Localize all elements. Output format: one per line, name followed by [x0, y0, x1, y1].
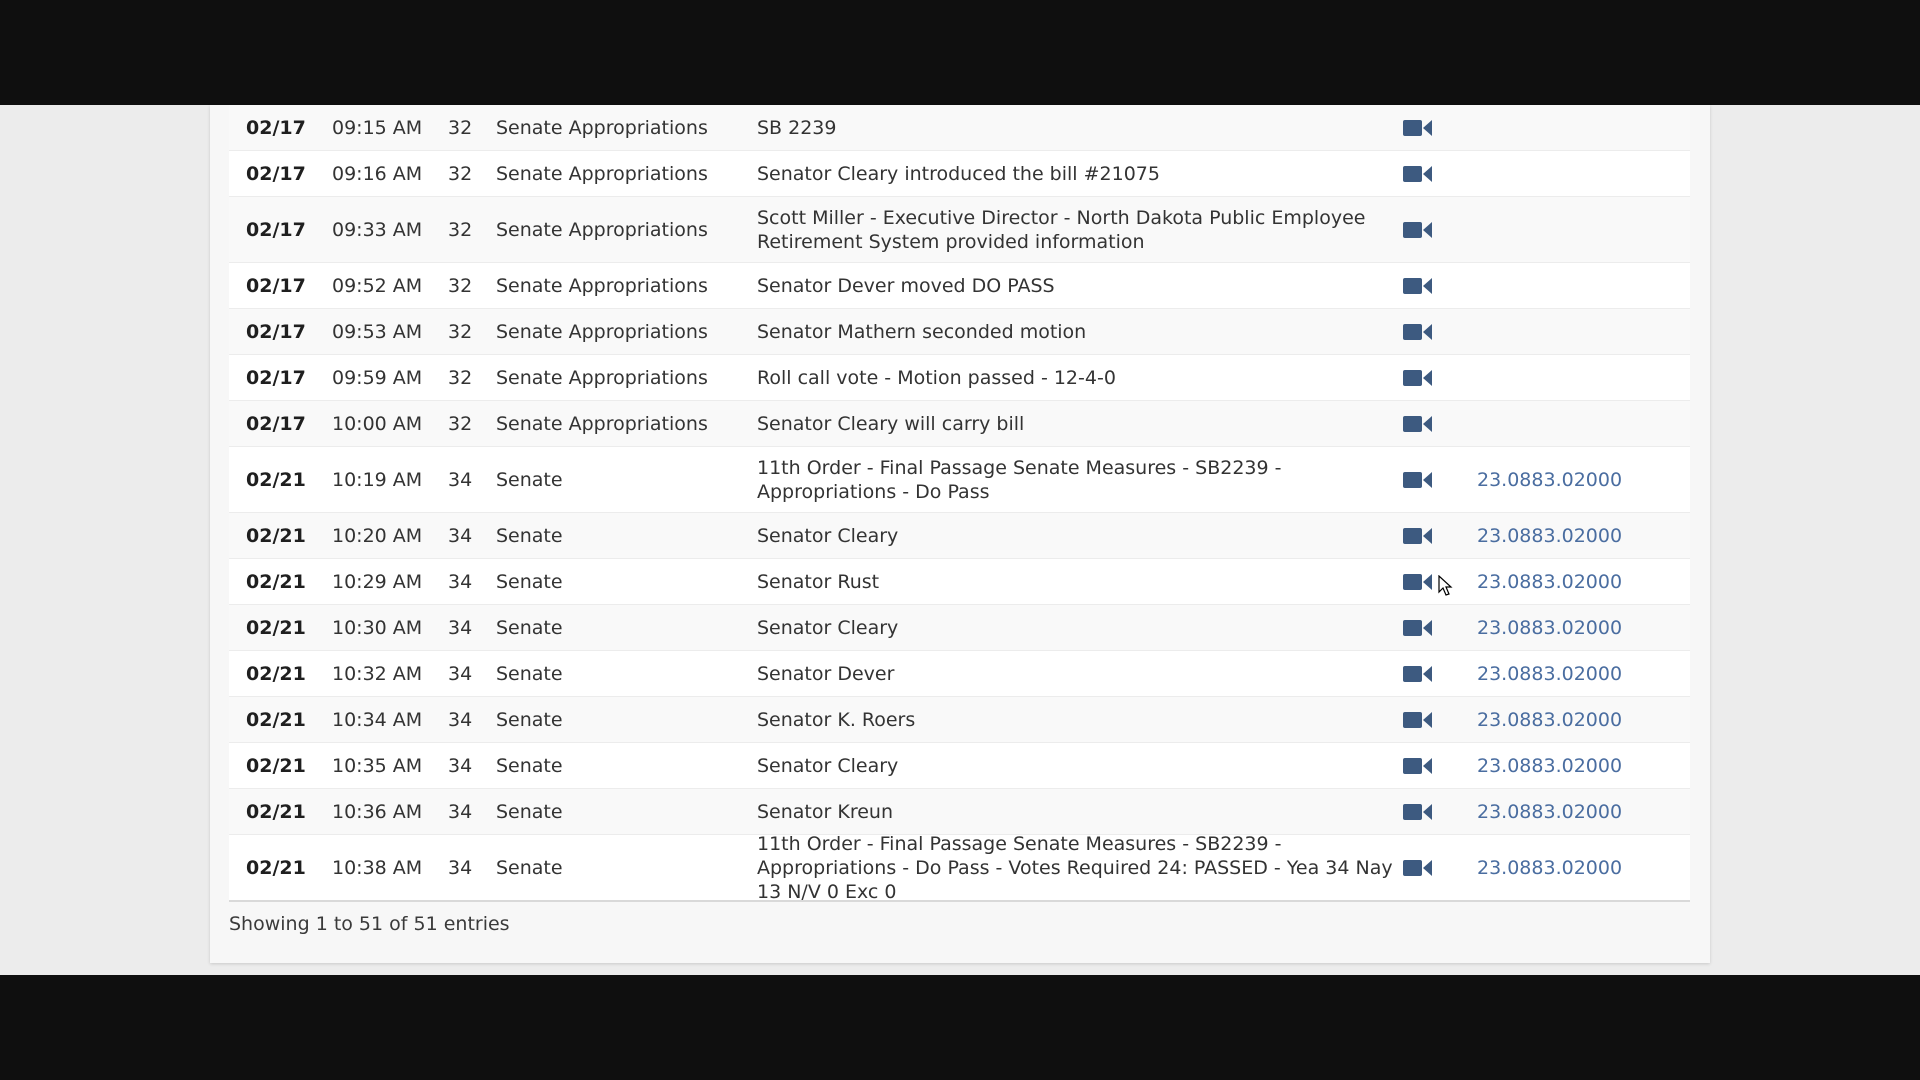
- row-video-cell: [1403, 221, 1477, 239]
- table-row: [229, 832, 1690, 903]
- row-time: 09:16 AM: [332, 162, 423, 185]
- video-camera-icon[interactable]: [1403, 859, 1433, 877]
- row-video-cell: [1403, 323, 1477, 341]
- row-day: 32: [448, 274, 473, 297]
- video-camera-icon[interactable]: [1403, 757, 1433, 775]
- row-bill-version-link[interactable]: 23.0883.02000: [1477, 800, 1623, 823]
- row-day: 32: [448, 320, 473, 343]
- video-camera-icon[interactable]: [1403, 619, 1433, 637]
- table-row: [229, 512, 1690, 558]
- row-video-cell: [1403, 277, 1477, 295]
- row-date: 02/21: [246, 708, 306, 731]
- row-day: 32: [448, 162, 473, 185]
- table-row: [229, 604, 1690, 650]
- row-day: 34: [448, 800, 473, 823]
- row-time: 10:20 AM: [332, 524, 423, 547]
- table-row: [229, 354, 1690, 400]
- row-time: 10:29 AM: [332, 570, 423, 593]
- row-description: 11th Order - Final Passage Senate Measures - SB2239 - Appropriations - Do Pass: [757, 456, 1282, 503]
- row-time: 10:30 AM: [332, 616, 423, 639]
- row-day: 34: [448, 524, 473, 547]
- row-committee: Senate Appropriations: [496, 116, 708, 139]
- row-description: Roll call vote - Motion passed - 12-4-0: [757, 366, 1116, 389]
- table-row: [229, 696, 1690, 742]
- row-date: 02/21: [246, 754, 306, 777]
- row-date: 02/17: [246, 320, 306, 343]
- video-camera-icon[interactable]: [1403, 221, 1433, 239]
- row-day: 34: [448, 754, 473, 777]
- row-video-cell: [1403, 165, 1477, 183]
- row-date: 02/17: [246, 412, 306, 435]
- row-date: 02/21: [246, 524, 306, 547]
- row-time: 09:53 AM: [332, 320, 423, 343]
- video-camera-icon[interactable]: [1403, 415, 1433, 433]
- video-camera-icon[interactable]: [1403, 471, 1433, 489]
- video-camera-icon[interactable]: [1403, 527, 1433, 545]
- row-bill-version-link[interactable]: 23.0883.02000: [1477, 708, 1623, 731]
- row-day: 34: [448, 856, 473, 879]
- row-day: 34: [448, 708, 473, 731]
- row-date: 02/17: [246, 366, 306, 389]
- row-description: Senator K. Roers: [757, 708, 916, 731]
- row-video-cell: [1403, 859, 1477, 877]
- table-panel: [210, 105, 1710, 963]
- video-camera-icon[interactable]: [1403, 711, 1433, 729]
- video-camera-icon[interactable]: [1403, 573, 1433, 591]
- row-video-cell: [1403, 665, 1477, 683]
- row-committee: Senate Appropriations: [496, 218, 708, 241]
- row-time: 09:15 AM: [332, 116, 423, 139]
- row-description: 11th Order - Final Passage Senate Measures - SB2239 - Appropriations - Do Pass - Votes Required 24: PASSED - Yea 34 Nay 13 N/V 0 Exc 0: [757, 832, 1393, 903]
- row-description: Senator Cleary: [757, 524, 899, 547]
- row-time: 09:59 AM: [332, 366, 423, 389]
- row-committee: Senate: [496, 800, 563, 823]
- row-committee: Senate Appropriations: [496, 366, 708, 389]
- video-camera-icon[interactable]: [1403, 665, 1433, 683]
- row-date: 02/17: [246, 218, 306, 241]
- row-description: Senator Cleary will carry bill: [757, 412, 1025, 435]
- row-description: Senator Kreun: [757, 800, 893, 823]
- row-description: Senator Cleary introduced the bill #21075: [757, 162, 1160, 185]
- table-row: [229, 196, 1690, 262]
- row-date: 02/21: [246, 662, 306, 685]
- minutes-table: [229, 105, 1690, 902]
- row-date: 02/21: [246, 570, 306, 593]
- row-bill-version-link[interactable]: 23.0883.02000: [1477, 524, 1623, 547]
- row-video-cell: [1403, 757, 1477, 775]
- row-date: 02/21: [246, 616, 306, 639]
- row-committee: Senate: [496, 468, 563, 491]
- video-camera-icon[interactable]: [1403, 803, 1433, 821]
- table-row: [229, 105, 1690, 150]
- table-row: [229, 308, 1690, 354]
- video-camera-icon[interactable]: [1403, 323, 1433, 341]
- row-day: 32: [448, 218, 473, 241]
- row-time: 10:34 AM: [332, 708, 423, 731]
- row-bill-version-link[interactable]: 23.0883.02000: [1477, 570, 1623, 593]
- row-time: 10:00 AM: [332, 412, 423, 435]
- row-date: 02/21: [246, 856, 306, 879]
- row-description: Senator Rust: [757, 570, 880, 593]
- row-time: 09:52 AM: [332, 274, 423, 297]
- row-committee: Senate Appropriations: [496, 412, 708, 435]
- row-committee: Senate Appropriations: [496, 320, 708, 343]
- row-description: Senator Cleary: [757, 754, 899, 777]
- row-description: Senator Mathern seconded motion: [757, 320, 1087, 343]
- row-day: 34: [448, 616, 473, 639]
- row-video-cell: [1403, 619, 1477, 637]
- table-row: [229, 650, 1690, 696]
- row-day: 34: [448, 570, 473, 593]
- row-video-cell: [1403, 471, 1477, 489]
- row-video-cell: [1403, 527, 1477, 545]
- row-committee: Senate Appropriations: [496, 162, 708, 185]
- row-bill-version-link[interactable]: 23.0883.02000: [1477, 856, 1623, 879]
- row-date: 02/17: [246, 116, 306, 139]
- row-date: 02/21: [246, 468, 306, 491]
- row-bill-version-link[interactable]: 23.0883.02000: [1477, 616, 1623, 639]
- row-date: 02/17: [246, 162, 306, 185]
- row-date: 02/21: [246, 800, 306, 823]
- row-day: 34: [448, 468, 473, 491]
- row-description: Senator Cleary: [757, 616, 899, 639]
- row-day: 32: [448, 366, 473, 389]
- table-info: Showing 1 to 51 of 51 entries: [229, 913, 510, 935]
- row-bill-version-link[interactable]: 23.0883.02000: [1477, 754, 1623, 777]
- row-bill-version-link[interactable]: 23.0883.02000: [1477, 662, 1623, 685]
- row-committee: Senate Appropriations: [496, 274, 708, 297]
- row-time: 09:33 AM: [332, 218, 423, 241]
- page-stage: [0, 105, 1920, 975]
- row-time: 10:35 AM: [332, 754, 423, 777]
- row-day: 34: [448, 662, 473, 685]
- row-time: 10:38 AM: [332, 856, 423, 879]
- row-time: 10:32 AM: [332, 662, 423, 685]
- row-video-cell: [1403, 119, 1477, 137]
- mouse-pointer-icon: [1437, 575, 1453, 597]
- row-video-cell: [1403, 415, 1477, 433]
- row-committee: Senate: [496, 616, 563, 639]
- row-description: Scott Miller - Executive Director - North Dakota Public Employee Retirement System provided information: [757, 206, 1366, 253]
- row-description: SB 2239: [757, 116, 837, 139]
- row-time: 10:19 AM: [332, 468, 423, 491]
- row-time: 10:36 AM: [332, 800, 423, 823]
- row-committee: Senate: [496, 662, 563, 685]
- row-committee: Senate: [496, 856, 563, 879]
- table-row: [229, 558, 1690, 604]
- table-row: [229, 150, 1690, 196]
- table-row: [229, 400, 1690, 446]
- table-row: [229, 262, 1690, 308]
- table-row: [229, 446, 1690, 512]
- row-video-cell: [1403, 803, 1477, 821]
- video-camera-icon[interactable]: [1403, 369, 1433, 387]
- table-row: [229, 742, 1690, 788]
- row-committee: Senate: [496, 754, 563, 777]
- row-video-cell: [1403, 711, 1477, 729]
- video-camera-icon[interactable]: [1403, 277, 1433, 295]
- row-committee: Senate: [496, 524, 563, 547]
- row-day: 32: [448, 116, 473, 139]
- row-description: Senator Dever: [757, 662, 895, 685]
- video-camera-icon[interactable]: [1403, 119, 1433, 137]
- row-bill-version-link[interactable]: 23.0883.02000: [1477, 468, 1623, 491]
- row-description: Senator Dever moved DO PASS: [757, 274, 1055, 297]
- row-committee: Senate: [496, 708, 563, 731]
- table-row: [229, 788, 1690, 834]
- video-camera-icon[interactable]: [1403, 165, 1433, 183]
- row-video-cell: [1403, 369, 1477, 387]
- row-day: 32: [448, 412, 473, 435]
- row-date: 02/17: [246, 274, 306, 297]
- row-committee: Senate: [496, 570, 563, 593]
